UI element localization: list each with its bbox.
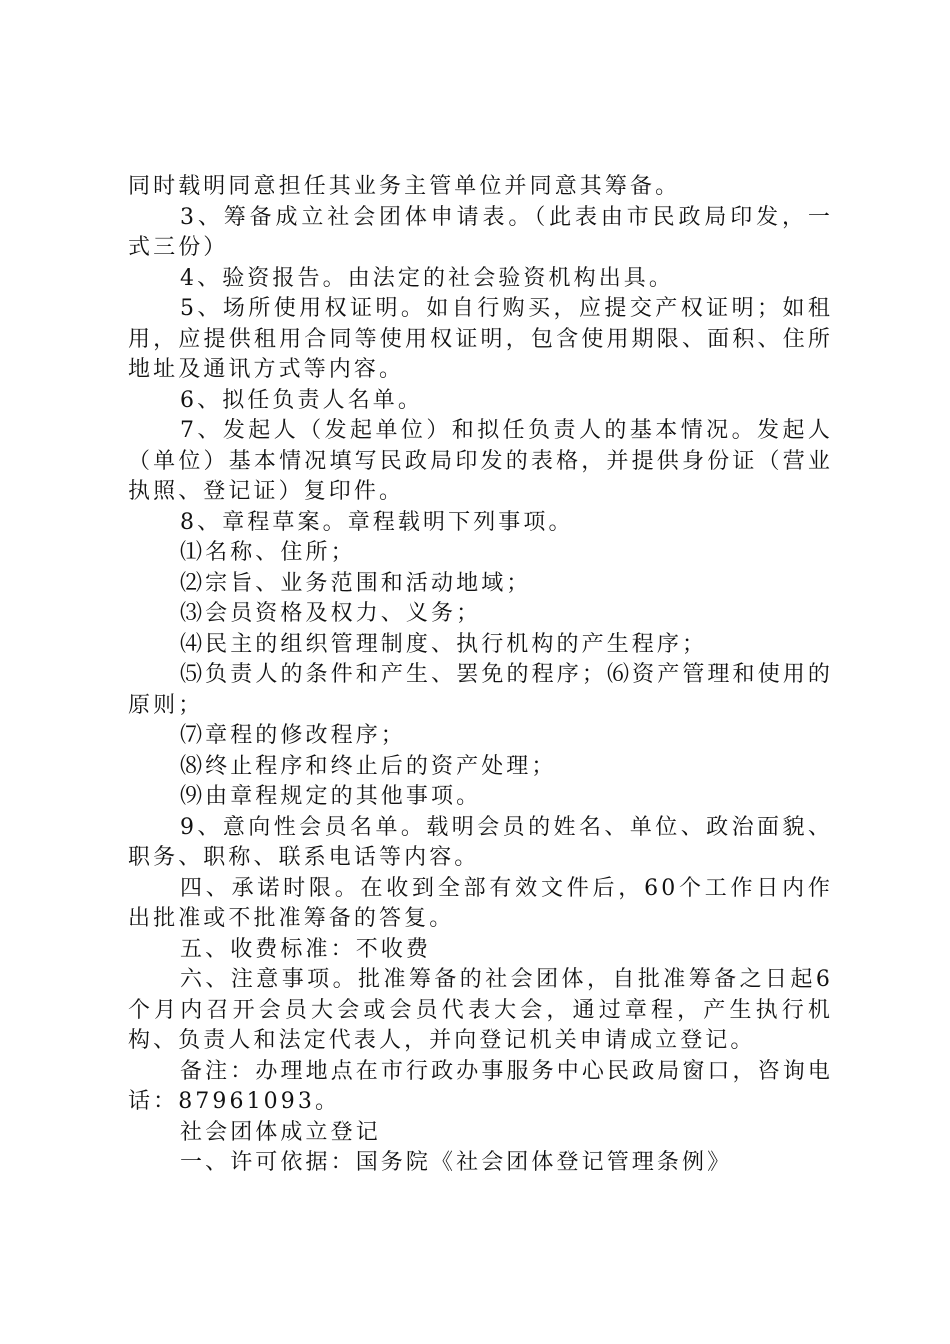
paragraph: 五、收费标准：不收费 [180,936,432,962]
list-item: ⑺章程的修改程序； [180,723,406,748]
paragraph: 备注：办理地点在市行政办事服务中心民政局窗口，咨询电话：87961093。 [128,1058,833,1114]
paragraph: 3、筹备成立社会团体申请表。（此表由市民政局印发，一式三份） [128,204,833,260]
document-body [128,172,833,1179]
list-item: ⑻终止程序和终止后的资产处理； [180,753,557,779]
paragraph: 六、注意事项。批准筹备的社会团体，自批准筹备之日起6个月内召开会员大会或会员代表大会，通过章程，产生执行机构、负责人和法定代表人，并向登记机关申请成立登记。 [128,967,833,1053]
paragraph: 四、承诺时限。在收到全部有效文件后，60个工作日内作出批准或不批准筹备的答复。 [128,875,833,931]
list-item: ⑸负责人的条件和产生、罢免的程序；⑹资产管理和使用的原则； [128,662,833,718]
paragraph: 7、发起人（发起单位）和拟任负责人的基本情况。发起人（单位）基本情况填写民政局印发的表格，并提供身份证（营业执照、登记证）复印件。 [128,418,833,504]
paragraph: 一、许可依据：国务院《社会团体登记管理条例》 [180,1150,733,1175]
list-item: ⑶会员资格及权力、义务； [180,601,482,626]
section-heading: 社会团体成立登记 [180,1119,381,1145]
list-item: ⑼由章程规定的其他事项。 [180,784,482,809]
list-item: ⑵宗旨、业务范围和活动地域； [180,570,532,596]
paragraph: 4、验资报告。由法定的社会验资机构出具。 [180,265,674,291]
paragraph: 同时载明同意担任其业务主管单位并同意其筹备。 [128,174,681,199]
paragraph: 9、意向性会员名单。载明会员的姓名、单位、政治面貌、职务、职称、联系电话等内容。 [128,814,833,870]
paragraph: 5、场所使用权证明。如自行购买，应提交产权证明；如租用，应提供租用合同等使用权证明，包含使用期限、面积、住所地址及通讯方式等内容。 [128,296,833,382]
paragraph: 8、章程草案。章程载明下列事项。 [180,509,574,535]
list-item: ⑴名称、住所； [180,540,356,565]
paragraph: 6、拟任负责人名单。 [180,387,423,413]
list-item: ⑷民主的组织管理制度、执行机构的产生程序； [180,631,708,657]
